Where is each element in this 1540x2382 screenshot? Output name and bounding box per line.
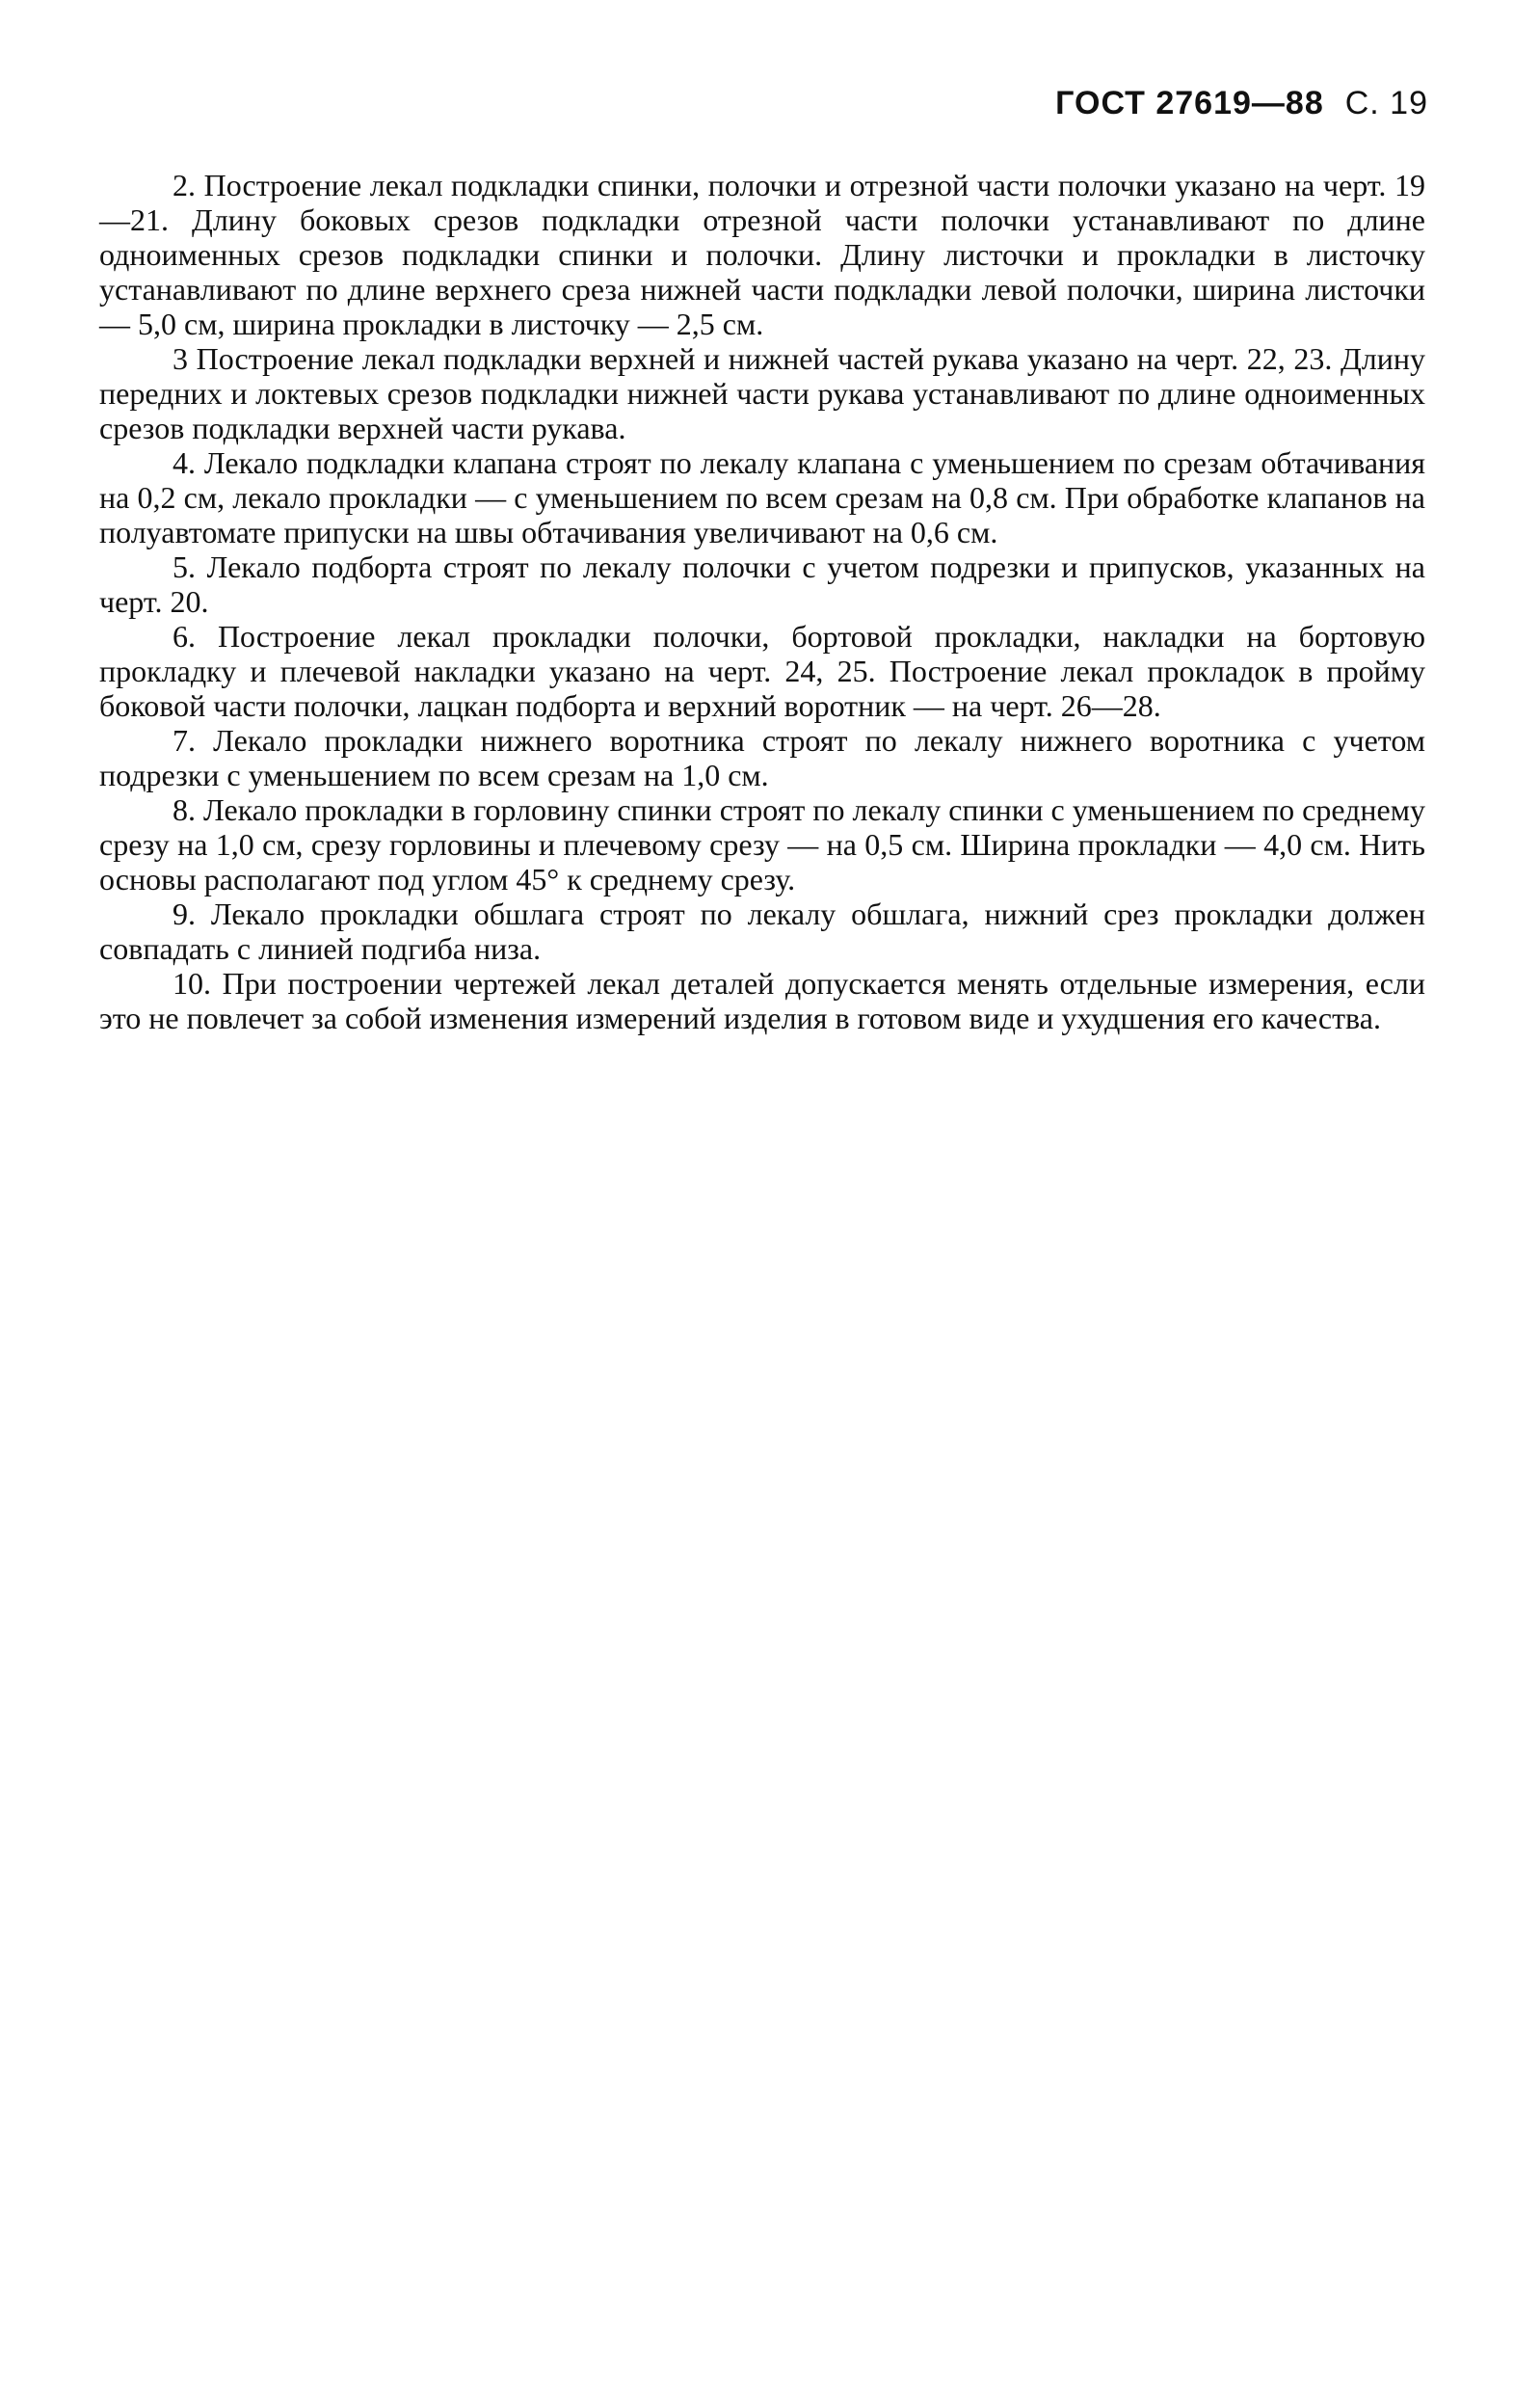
page-number: С. 19 <box>1344 85 1428 121</box>
document-body <box>99 168 1425 1035</box>
standard-number: ГОСТ 27619—88 <box>1055 85 1324 121</box>
paragraph-8: 8. Лекало прокладки в горловину спинки строят по лекалу спинки с уменьшением по среднему срезу на 1,0 см, срезу горловины и плечевому срезу — на 0,5 см. Ширина прокладки — 4,0 см. Нить основы располагают под углом 45° к среднему срезу. <box>99 792 1425 897</box>
paragraph-4: 4. Лекало подкладки клапана строят по лекалу клапана с уменьшением по срезам обтачивания на 0,2 см, лекало прокладки — с уменьшением по всем срезам на 0,8 см. При обработке клапанов на полуавтомате припуски на швы обтачивания увеличивают на 0,6 см. <box>99 445 1425 549</box>
paragraph-5: 5. Лекало подборта строят по лекалу полочки с учетом подрезки и припусков, указанных на черт. 20. <box>99 549 1425 619</box>
paragraph-10: 10. При построении чертежей лекал деталей допускается менять отдельные измерения, если это не повлечет за собой изменения измерений изделия в готовом виде и ухудшения его качества. <box>99 966 1425 1035</box>
paragraph-6: 6. Построение лекал прокладки полочки, бортовой прокладки, накладки на бортовую прокладку и плечевой накладки указано на черт. 24, 25. Построение лекал прокладок в пройму боковой части полочки, лацкан подборта и верхний воротник — на черт. 26—28. <box>99 619 1425 723</box>
page-header <box>1055 85 1428 122</box>
paragraph-9: 9. Лекало прокладки обшлага строят по лекалу обшлага, нижний срез прокладки должен совпадать с линией подгиба низа. <box>99 897 1425 966</box>
paragraph-7: 7. Лекало прокладки нижнего воротника строят по лекалу нижнего воротника с учетом подрезки с уменьшением по всем срезам на 1,0 см. <box>99 723 1425 792</box>
paragraph-2: 2. Построение лекал подкладки спинки, полочки и отрезной части полочки указано на черт. 19—21. Длину боковых срезов подкладки отрезной части полочки устанавливают по длине одноименных срезов подкладки спинки и полочки. Длину листочки и прокладки в листочку устанавливают по длине верхнего среза нижней части подкладки левой полочки, ширина листочки — 5,0 см, ширина прокладки в листочку — 2,5 см. <box>99 168 1425 341</box>
paragraph-3: 3 Построение лекал подкладки верхней и нижней частей рукава указано на черт. 22, 23. Длину передних и локтевых срезов подкладки нижней части рукава устанавливают по длине одноименных срезов подкладки верхней части рукава. <box>99 341 1425 445</box>
